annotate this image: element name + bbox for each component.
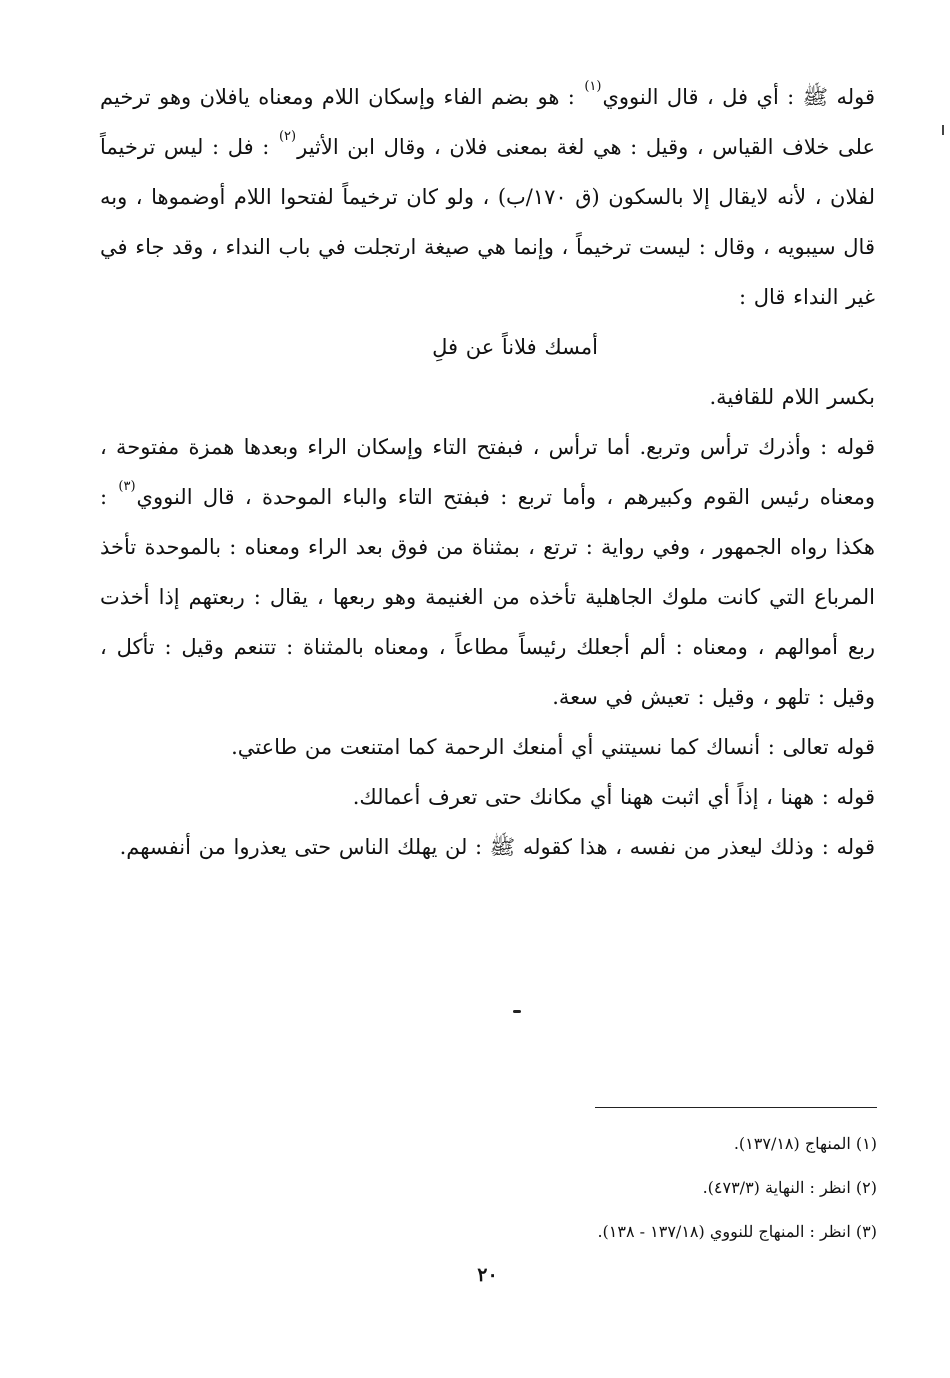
paragraph-3-part-a: قوله : وأذرك ترأس وتربع. أما ترأس ، فبفتح التاء وإسكان الراء وبعدها همزة مفتوحة ، ومعناه رئيس القوم وكبيرهم ، وأما تربع : فبفتح التاء والباء الموحدة ، قال النووي <box>100 435 875 509</box>
paragraph-6: قوله : وذلك ليعذر من نفسه ، هذا كقوله ﷺ : لن يهلك الناس حتى يعذروا من أنفسهم. <box>119 835 875 859</box>
paragraph-4: قوله تعالى : أنساك كما نسيتني أي أمنعك الرحمة كما امتنعت من طاعتي. <box>231 735 875 759</box>
page-number: ٢٠ <box>477 1264 498 1286</box>
footnotes <box>377 1122 877 1254</box>
paragraph-2: بكسر اللام للقافية. <box>709 385 875 409</box>
footnote-1: (١) المنهاج (١٣٧/١٨). <box>733 1134 877 1153</box>
footnote-ref-1: (١) <box>584 79 602 94</box>
paragraph-3 <box>100 422 875 722</box>
footnote-ref-2: (٢) <box>278 129 297 144</box>
poetry-verse: أمسك فلاناً عن فلِ <box>432 335 598 359</box>
paragraph-1 <box>100 72 875 322</box>
footnote-ref-3: (٣) <box>118 479 136 494</box>
paragraph-3-part-b: : هكذا رواه الجمهور ، وفي رواية : ترتع ، بمثناة من فوق بعد الراء ومعناه : بالموحدة تأخذ المرباع التي كانت ملوك الجاهلية تأخذه من الغنيمة وهو ربعها ، يقال : ربعتهم إذا أخذت ربع أموالهم ، ومعناه : ألم أجعلك رئيساً مطاعاً ، ومعناه بالمثناة : تتنعم وقيل : تأكل ، وقيل : تلهو ، وقيل : تعيش في سعة. <box>100 485 875 709</box>
paragraph-1-part-a: قوله ﷺ : أي فل ، قال النووي <box>602 85 875 109</box>
footnote-3: (٣) انظر : المنهاج للنووي (١٣٧/١٨ - ١٣٨). <box>597 1222 877 1241</box>
stray-ink-mark <box>513 1010 521 1013</box>
scan-edge-mark <box>942 125 944 135</box>
footnote-2: (٢) انظر : النهاية (٤٧٣/٣). <box>702 1178 877 1197</box>
footnote-separator <box>595 1107 877 1108</box>
paragraph-5: قوله : ههنا ، إذاً أي اثبت ههنا أي مكانك حتى تعرف أعمالك. <box>352 785 875 809</box>
paragraph-1-part-c: : فل : ليس ترخيماً لفلان ، لأنه لايقال إلا بالسكون (ق ١٧٠/ب) ، ولو كان ترخيماً لفتحوا اللام أوضموها ، وبه قال سيبويه ، وقال : ليست ترخيماً ، وإنما هي صيغة ارتجلت في باب النداء ، وقد جاء في غير النداء قال : <box>100 135 876 309</box>
main-text <box>100 72 875 872</box>
paragraph-1-part-b: : هو بضم الفاء وإسكان اللام ومعناه يافلان وهو ترخيم على خلاف القياس ، وقيل : هي لغة بمعنى فلان ، وقال ابن الأثير <box>100 85 876 159</box>
